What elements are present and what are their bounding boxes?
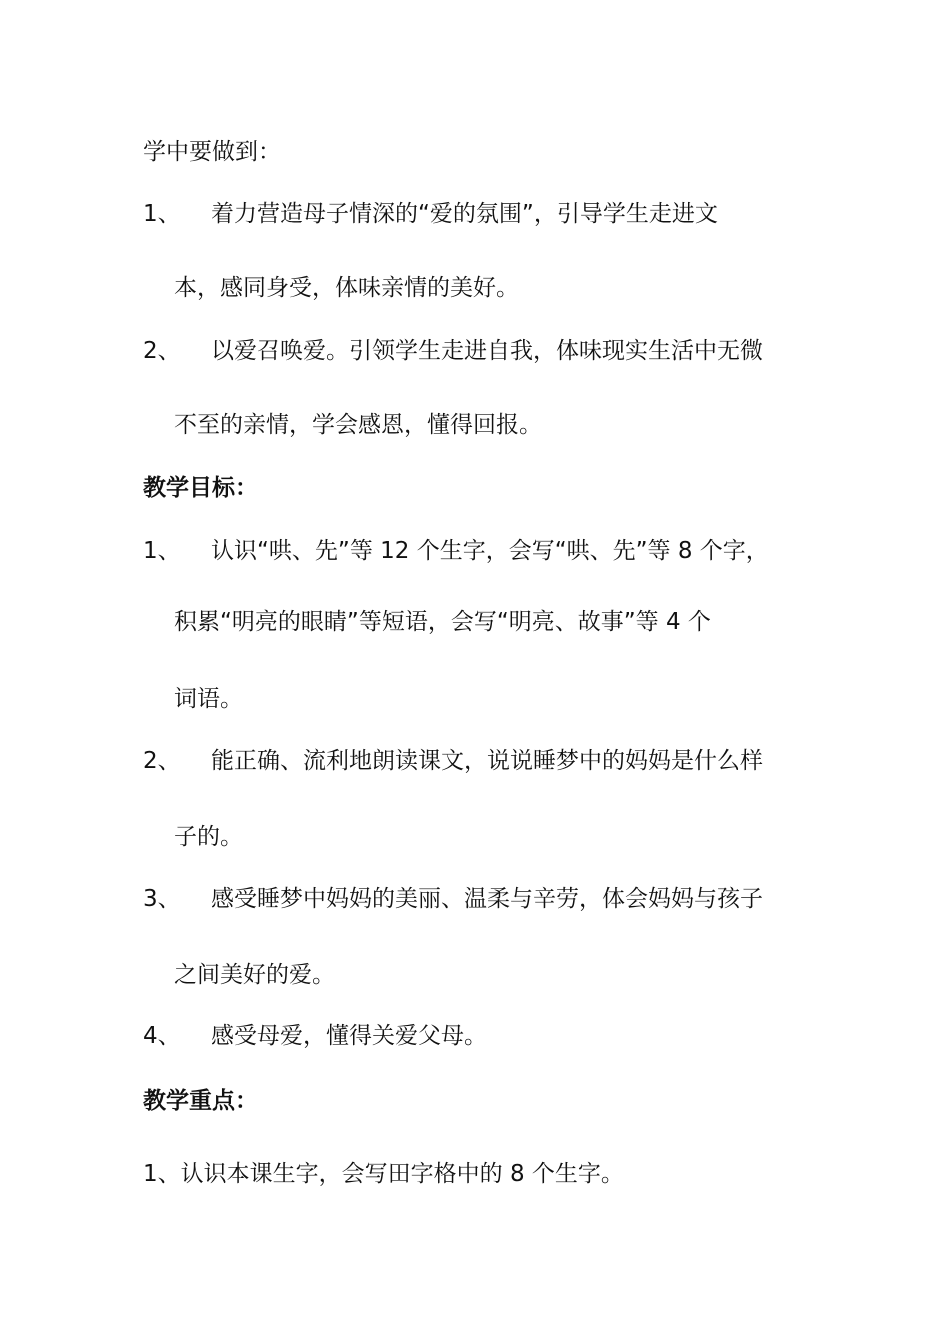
requirement-1-line-1: 着力营造母子情深的“爱的氛围”，引导学生走进文 — [211, 201, 718, 227]
goal-1-number: 1、 — [143, 538, 181, 564]
requirement-2-line-1: 以爱召唤爱。引领学生走进自我，体味现实生活中无微 — [211, 338, 763, 364]
goal-2-line-1: 能正确、流利地朗读课文，说说睡梦中的妈妈是什么样 — [211, 748, 763, 774]
goal-3-line-2: 之间美好的爱。 — [174, 962, 335, 988]
goal-3-number: 3、 — [143, 886, 181, 912]
goals-heading: 教学目标： — [143, 475, 258, 501]
goal-1-line-3: 词语。 — [174, 686, 243, 712]
goal-1-line-1: 认识“哄、先”等 12 个生字，会写“哄、先”等 8 个字， — [211, 538, 769, 564]
requirement-2-line-2: 不至的亲情，学会感恩，懂得回报。 — [174, 412, 542, 438]
goal-2-line-2: 子的。 — [174, 824, 243, 850]
goal-4-number: 4、 — [143, 1023, 181, 1049]
goal-2-number: 2、 — [143, 748, 181, 774]
requirement-2-number: 2、 — [143, 338, 181, 364]
goal-1-line-2: 积累“明亮的眼睛”等短语，会写“明亮、故事”等 4 个 — [174, 609, 711, 635]
requirement-1-line-2: 本，感同身受，体味亲情的美好。 — [174, 275, 519, 301]
goal-4-line-1: 感受母爱，懂得关爱父母。 — [211, 1023, 487, 1049]
requirement-1-number: 1、 — [143, 201, 181, 227]
goal-3-line-1: 感受睡梦中妈妈的美丽、温柔与辛劳，体会妈妈与孩子 — [211, 886, 763, 912]
intro-text: 学中要做到： — [143, 139, 281, 165]
keypoint-1: 1、认识本课生字，会写田字格中的 8 个生字。 — [143, 1161, 624, 1187]
keypoints-heading: 教学重点： — [143, 1088, 258, 1114]
